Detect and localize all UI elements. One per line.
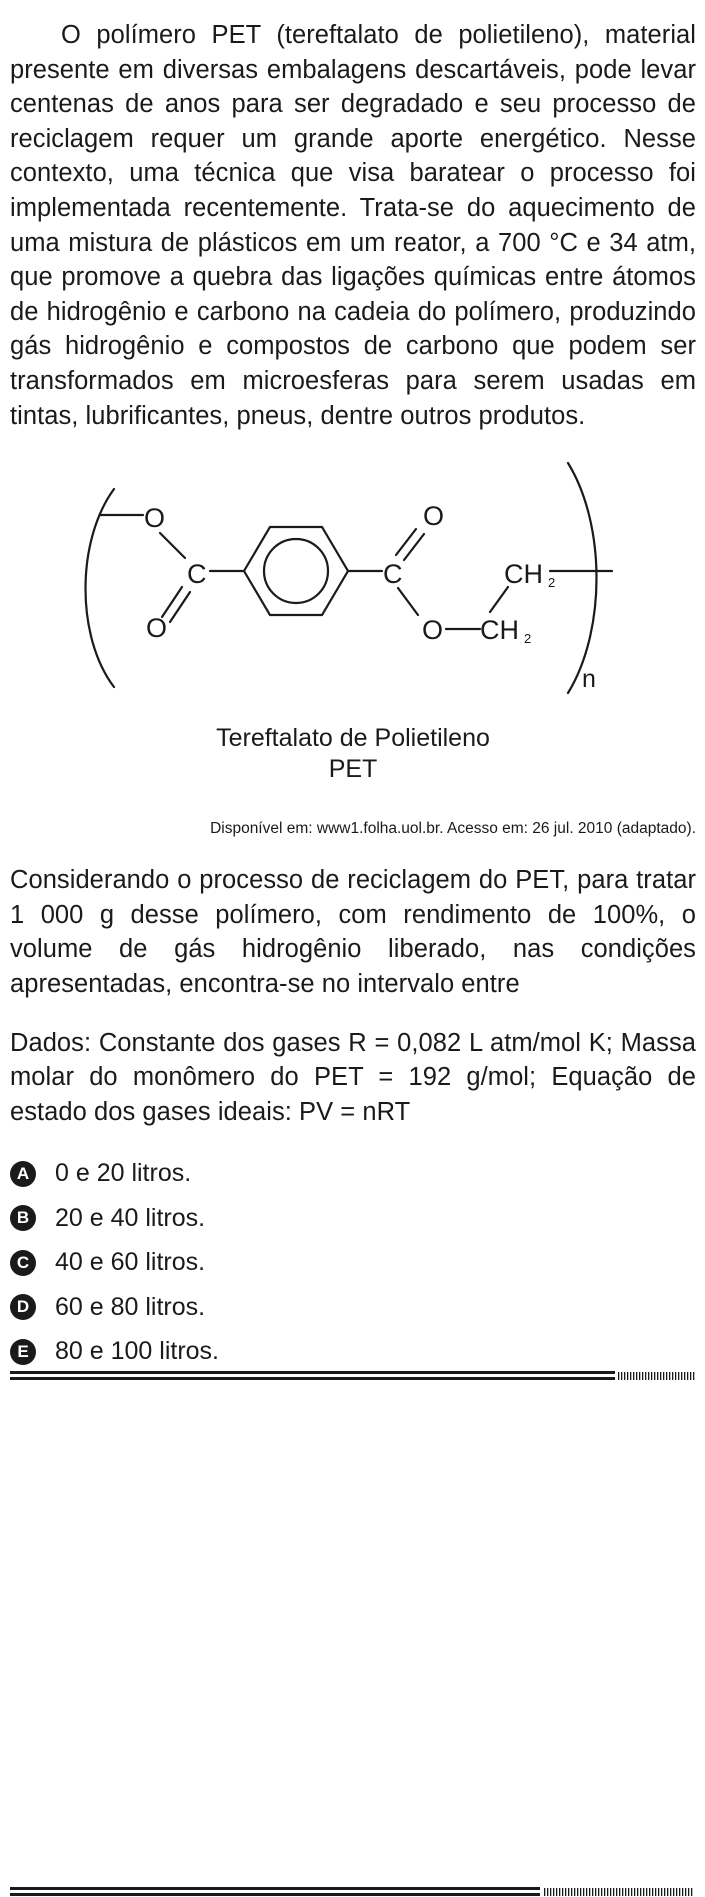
section-divider bbox=[10, 1371, 696, 1380]
double-bond-right-2 bbox=[404, 534, 424, 560]
oxygen-top-right: O bbox=[423, 501, 445, 532]
pet-structural-formula bbox=[10, 455, 696, 717]
option-a-text: 0 e 20 litros. bbox=[55, 1159, 192, 1188]
repeat-index: n bbox=[582, 665, 596, 694]
question-text: Considerando o processo de reciclagem do PET, para tratar 1 000 g desse polímero, com rendimento de 100%, o volume de gás hidrogênio liberado, nas condições apresentadas, encontra-se no intervalo entre bbox=[10, 866, 696, 998]
methylene-lower-subscript: 2 bbox=[524, 631, 532, 647]
carbon-right: C bbox=[383, 559, 403, 590]
benzene-ring bbox=[244, 527, 348, 615]
intro-paragraph: O polímero PET (tereftalato de polietileno), material presente em diversas embalagens descartáveis, pode levar centenas de anos para ser degradado e seu processo de reciclagem requer um grande aporte energético. Nesse contexto, uma técnica que visa baratear o processo foi implementada recentemente. Trata-se do aquecimento de uma mistura de plásticos em um reator, a 700 °C e 34 atm, que promove a quebra das ligações químicas entre átomos de hidrogênio e carbono na cadeia do polímero, produzindo gás hidrogênio e compostos de carbono que podem ser transformados em microesferas para serem usadas em tintas, lubrificantes, pneus, dentre outros produtos. bbox=[10, 21, 696, 430]
option-b-letter-badge: B bbox=[10, 1205, 36, 1231]
right-bracket bbox=[568, 463, 597, 693]
option-e-text: 80 e 100 litros. bbox=[55, 1337, 219, 1366]
option-a-letter-badge: A bbox=[10, 1161, 36, 1187]
left-bracket bbox=[86, 489, 115, 687]
carbon-left: C bbox=[187, 559, 207, 590]
option-d-text: 60 e 80 litros. bbox=[55, 1292, 206, 1321]
aromatic-circle bbox=[264, 539, 328, 603]
option-e-letter-badge: E bbox=[10, 1339, 36, 1365]
page-bottom-divider bbox=[10, 1887, 696, 1896]
bond-c-o-right bbox=[398, 588, 418, 615]
figure-caption bbox=[10, 723, 696, 785]
option-a[interactable] bbox=[10, 1151, 696, 1196]
option-c-text: 40 e 60 litros. bbox=[55, 1248, 206, 1277]
caption-name: Tereftalato de Polietileno bbox=[216, 724, 490, 753]
pet-structure-figure bbox=[10, 455, 696, 717]
answer-options bbox=[10, 1151, 696, 1374]
option-b-text: 20 e 40 litros. bbox=[55, 1203, 206, 1232]
methylene-upper: CH bbox=[504, 559, 543, 590]
oxygen-top-left: O bbox=[144, 503, 166, 534]
bond-o-c-left bbox=[160, 533, 185, 558]
question-page bbox=[10, 18, 696, 1374]
caption-abbreviation: PET bbox=[328, 755, 378, 784]
option-d[interactable] bbox=[10, 1285, 696, 1330]
oxygen-ester: O bbox=[422, 615, 444, 646]
option-e[interactable] bbox=[10, 1329, 696, 1374]
option-b[interactable] bbox=[10, 1196, 696, 1241]
option-c-letter-badge: C bbox=[10, 1250, 36, 1276]
oxygen-bottom-left: O bbox=[146, 613, 168, 644]
double-bond-right-1 bbox=[396, 529, 416, 555]
methylene-lower: CH bbox=[480, 615, 519, 646]
option-d-letter-badge: D bbox=[10, 1294, 36, 1320]
option-c[interactable] bbox=[10, 1240, 696, 1285]
bond-ch2-ch2 bbox=[490, 587, 508, 612]
methylene-upper-subscript: 2 bbox=[548, 575, 556, 591]
source-note: Disponível em: www1.folha.uol.br. Acesso em: 26 jul. 2010 (adaptado). bbox=[210, 820, 696, 838]
data-text: Dados: Constante dos gases R = 0,082 L atm/mol K; Massa molar do monômero do PET = 192 g/mol; Equação de estado dos gases ideais: PV = nRT bbox=[10, 1028, 696, 1126]
double-bond-left-2 bbox=[170, 592, 190, 622]
